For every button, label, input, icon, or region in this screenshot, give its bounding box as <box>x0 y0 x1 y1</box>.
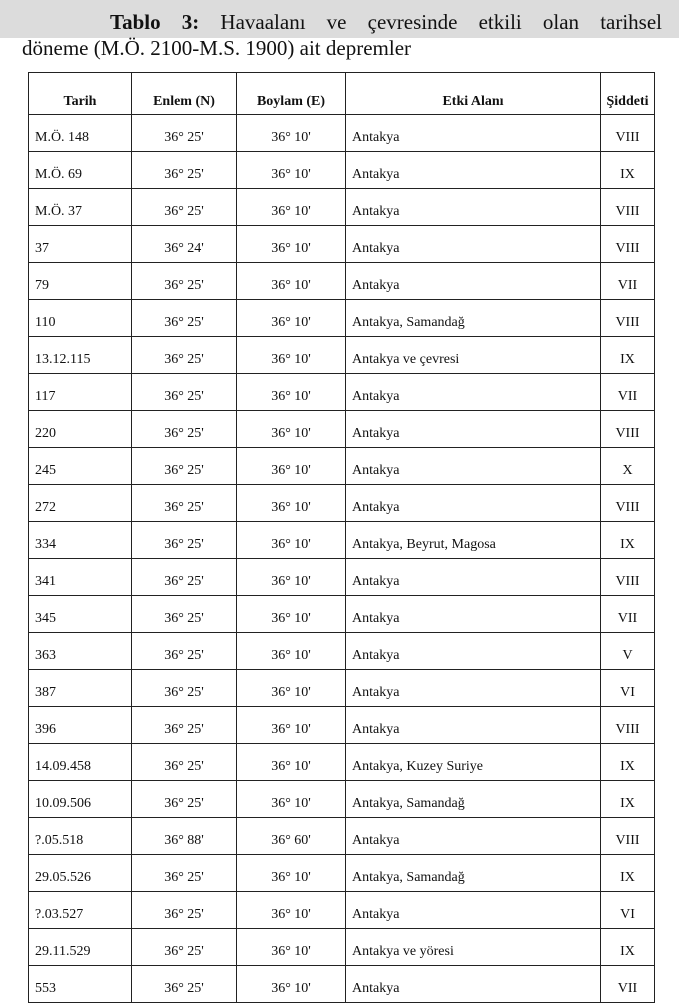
cell-affected-area: Antakya <box>346 374 601 411</box>
cell-longitude: 36° 10' <box>237 448 346 485</box>
cell-longitude: 36° 10' <box>237 263 346 300</box>
cell-intensity: VIII <box>601 115 655 152</box>
cell-affected-area: Antakya, Samandağ <box>346 781 601 818</box>
cell-longitude: 36° 10' <box>237 485 346 522</box>
cell-latitude: 36° 25' <box>132 855 237 892</box>
cell-longitude: 36° 10' <box>237 189 346 226</box>
cell-intensity: IX <box>601 337 655 374</box>
cell-affected-area: Antakya <box>346 485 601 522</box>
caption-label: Tablo 3: <box>110 10 200 34</box>
cell-longitude: 36° 10' <box>237 152 346 189</box>
cell-intensity: VIII <box>601 411 655 448</box>
cell-affected-area: Antakya <box>346 115 601 152</box>
cell-date: 110 <box>29 300 132 337</box>
cell-longitude: 36° 10' <box>237 411 346 448</box>
header-affected-area: Etki Alanı <box>346 73 601 115</box>
cell-latitude: 36° 25' <box>132 596 237 633</box>
cell-intensity: VIII <box>601 485 655 522</box>
cell-longitude: 36° 10' <box>237 744 346 781</box>
table-row <box>29 670 655 707</box>
cell-date: 10.09.506 <box>29 781 132 818</box>
cell-longitude: 36° 10' <box>237 300 346 337</box>
table-row <box>29 929 655 966</box>
cell-date: ?.03.527 <box>29 892 132 929</box>
cell-longitude: 36° 10' <box>237 337 346 374</box>
cell-latitude: 36° 25' <box>132 781 237 818</box>
cell-longitude: 36° 10' <box>237 966 346 1003</box>
cell-longitude: 36° 10' <box>237 374 346 411</box>
cell-date: 37 <box>29 226 132 263</box>
cell-intensity: VI <box>601 892 655 929</box>
cell-affected-area: Antakya <box>346 596 601 633</box>
header-intensity: Şiddeti <box>601 73 655 115</box>
cell-latitude: 36° 25' <box>132 411 237 448</box>
cell-date: ?.05.518 <box>29 818 132 855</box>
cell-intensity: VI <box>601 670 655 707</box>
cell-latitude: 36° 25' <box>132 300 237 337</box>
cell-longitude: 36° 10' <box>237 559 346 596</box>
header-latitude: Enlem (N) <box>132 73 237 115</box>
cell-date: 272 <box>29 485 132 522</box>
table-row <box>29 152 655 189</box>
table-row <box>29 744 655 781</box>
cell-date: 363 <box>29 633 132 670</box>
cell-date: 29.05.526 <box>29 855 132 892</box>
table-row <box>29 633 655 670</box>
cell-intensity: IX <box>601 522 655 559</box>
cell-intensity: VII <box>601 966 655 1003</box>
cell-latitude: 36° 25' <box>132 337 237 374</box>
cell-longitude: 36° 10' <box>237 633 346 670</box>
cell-affected-area: Antakya <box>346 966 601 1003</box>
cell-intensity: VIII <box>601 559 655 596</box>
table-row <box>29 263 655 300</box>
cell-affected-area: Antakya <box>346 411 601 448</box>
table-row <box>29 226 655 263</box>
table-row <box>29 115 655 152</box>
cell-latitude: 36° 25' <box>132 929 237 966</box>
cell-longitude: 36° 10' <box>237 855 346 892</box>
table-caption <box>22 8 662 62</box>
caption-line-1-text: Havaalanı ve çevresinde etkili olan tarihsel <box>220 10 663 34</box>
cell-longitude: 36° 10' <box>237 226 346 263</box>
cell-date: 245 <box>29 448 132 485</box>
caption-line-2: döneme (M.Ö. 2100-M.S. 1900) ait depremler <box>22 36 412 60</box>
cell-affected-area: Antakya <box>346 189 601 226</box>
table-row <box>29 337 655 374</box>
cell-affected-area: Antakya ve çevresi <box>346 337 601 374</box>
cell-intensity: VIII <box>601 226 655 263</box>
cell-date: 14.09.458 <box>29 744 132 781</box>
cell-intensity: X <box>601 448 655 485</box>
cell-affected-area: Antakya <box>346 707 601 744</box>
cell-latitude: 36° 25' <box>132 633 237 670</box>
cell-intensity: IX <box>601 855 655 892</box>
cell-longitude: 36° 10' <box>237 115 346 152</box>
cell-intensity: IX <box>601 929 655 966</box>
cell-intensity: VII <box>601 374 655 411</box>
cell-date: 79 <box>29 263 132 300</box>
cell-intensity: IX <box>601 744 655 781</box>
cell-date: 29.11.529 <box>29 929 132 966</box>
cell-affected-area: Antakya, Beyrut, Magosa <box>346 522 601 559</box>
earthquake-table <box>28 72 655 1003</box>
cell-longitude: 36° 10' <box>237 522 346 559</box>
cell-latitude: 36° 25' <box>132 448 237 485</box>
cell-intensity: VIII <box>601 818 655 855</box>
cell-date: 553 <box>29 966 132 1003</box>
table-row <box>29 892 655 929</box>
table-header-row <box>29 73 655 115</box>
cell-date: 220 <box>29 411 132 448</box>
table-row <box>29 818 655 855</box>
cell-affected-area: Antakya <box>346 892 601 929</box>
table-row <box>29 411 655 448</box>
cell-latitude: 36° 25' <box>132 670 237 707</box>
table-row <box>29 781 655 818</box>
cell-intensity: V <box>601 633 655 670</box>
cell-intensity: VII <box>601 263 655 300</box>
cell-latitude: 36° 25' <box>132 707 237 744</box>
cell-date: M.Ö. 37 <box>29 189 132 226</box>
cell-date: 13.12.115 <box>29 337 132 374</box>
cell-latitude: 36° 25' <box>132 374 237 411</box>
cell-intensity: IX <box>601 781 655 818</box>
cell-longitude: 36° 60' <box>237 818 346 855</box>
cell-longitude: 36° 10' <box>237 596 346 633</box>
cell-affected-area: Antakya ve yöresi <box>346 929 601 966</box>
cell-latitude: 36° 25' <box>132 152 237 189</box>
table-body <box>29 115 655 1003</box>
cell-latitude: 36° 25' <box>132 485 237 522</box>
caption-line-1 <box>22 8 662 36</box>
cell-date: 345 <box>29 596 132 633</box>
cell-affected-area: Antakya <box>346 559 601 596</box>
cell-affected-area: Antakya, Samandağ <box>346 300 601 337</box>
cell-date: M.Ö. 148 <box>29 115 132 152</box>
cell-intensity: VIII <box>601 189 655 226</box>
table-row <box>29 485 655 522</box>
cell-longitude: 36° 10' <box>237 707 346 744</box>
cell-date: 334 <box>29 522 132 559</box>
table-row <box>29 855 655 892</box>
cell-affected-area: Antakya <box>346 226 601 263</box>
cell-affected-area: Antakya <box>346 448 601 485</box>
cell-latitude: 36° 25' <box>132 744 237 781</box>
table-row <box>29 189 655 226</box>
cell-affected-area: Antakya, Samandağ <box>346 855 601 892</box>
cell-latitude: 36° 25' <box>132 115 237 152</box>
cell-latitude: 36° 25' <box>132 559 237 596</box>
header-longitude: Boylam (E) <box>237 73 346 115</box>
cell-longitude: 36° 10' <box>237 781 346 818</box>
cell-intensity: VIII <box>601 300 655 337</box>
table-row <box>29 448 655 485</box>
cell-affected-area: Antakya <box>346 152 601 189</box>
cell-latitude: 36° 25' <box>132 966 237 1003</box>
cell-date: M.Ö. 69 <box>29 152 132 189</box>
table-row <box>29 300 655 337</box>
cell-latitude: 36° 25' <box>132 522 237 559</box>
header-date: Tarih <box>29 73 132 115</box>
cell-latitude: 36° 25' <box>132 189 237 226</box>
table-row <box>29 596 655 633</box>
cell-intensity: VIII <box>601 707 655 744</box>
cell-affected-area: Antakya <box>346 633 601 670</box>
cell-date: 396 <box>29 707 132 744</box>
table-row <box>29 374 655 411</box>
cell-latitude: 36° 24' <box>132 226 237 263</box>
cell-longitude: 36° 10' <box>237 929 346 966</box>
cell-latitude: 36° 88' <box>132 818 237 855</box>
cell-longitude: 36° 10' <box>237 670 346 707</box>
cell-latitude: 36° 25' <box>132 263 237 300</box>
table-row <box>29 522 655 559</box>
cell-affected-area: Antakya, Kuzey Suriye <box>346 744 601 781</box>
cell-latitude: 36° 25' <box>132 892 237 929</box>
cell-date: 117 <box>29 374 132 411</box>
cell-intensity: VII <box>601 596 655 633</box>
cell-affected-area: Antakya <box>346 670 601 707</box>
cell-date: 387 <box>29 670 132 707</box>
cell-longitude: 36° 10' <box>237 892 346 929</box>
table-row <box>29 707 655 744</box>
table-row <box>29 966 655 1003</box>
cell-intensity: IX <box>601 152 655 189</box>
table-row <box>29 559 655 596</box>
cell-affected-area: Antakya <box>346 818 601 855</box>
cell-affected-area: Antakya <box>346 263 601 300</box>
cell-date: 341 <box>29 559 132 596</box>
